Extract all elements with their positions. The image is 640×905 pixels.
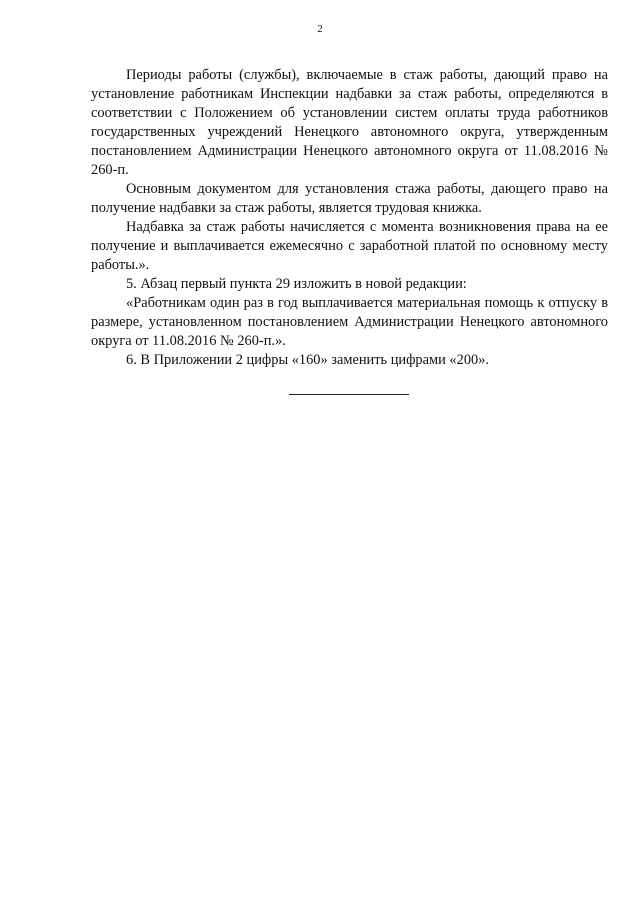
paragraph-item-5: 5. Абзац первый пункта 29 изложить в новой редакции: — [126, 276, 467, 292]
paragraph-financial-aid: «Работникам один раз в год выплачивается материальная помощь к отпуску в размере, установленном постановлением Администрации Ненецкого автономного округа от 11.08.2016 № 260-п.». — [91, 295, 608, 349]
paragraph-main-document: Основным документом для установления стажа работы, дающего право на получение надбавки за стаж работы, является трудовая книжка. — [91, 181, 608, 216]
page-number: 2 — [317, 23, 323, 35]
end-separator-line — [289, 394, 409, 395]
document-body — [91, 66, 608, 370]
paragraph-item-6: 6. В Приложении 2 цифры «160» заменить цифрами «200». — [126, 352, 489, 368]
paragraph-work-periods: Периоды работы (службы), включаемые в стаж работы, дающий право на установление работникам Инспекции надбавки за стаж работы, определяются в соответствии с Положением об установлении систем оплаты труда работников государственных учреждений Ненецкого автономного округа, утвержденным постановлением Администрации Ненецкого автономного округа от 11.08.2016 № 260-п. — [91, 67, 608, 178]
paragraph-bonus-accrual: Надбавка за стаж работы начисляется с момента возникновения права на ее получение и выплачивается ежемесячно с заработной платой по основному месту работы.». — [91, 219, 608, 273]
